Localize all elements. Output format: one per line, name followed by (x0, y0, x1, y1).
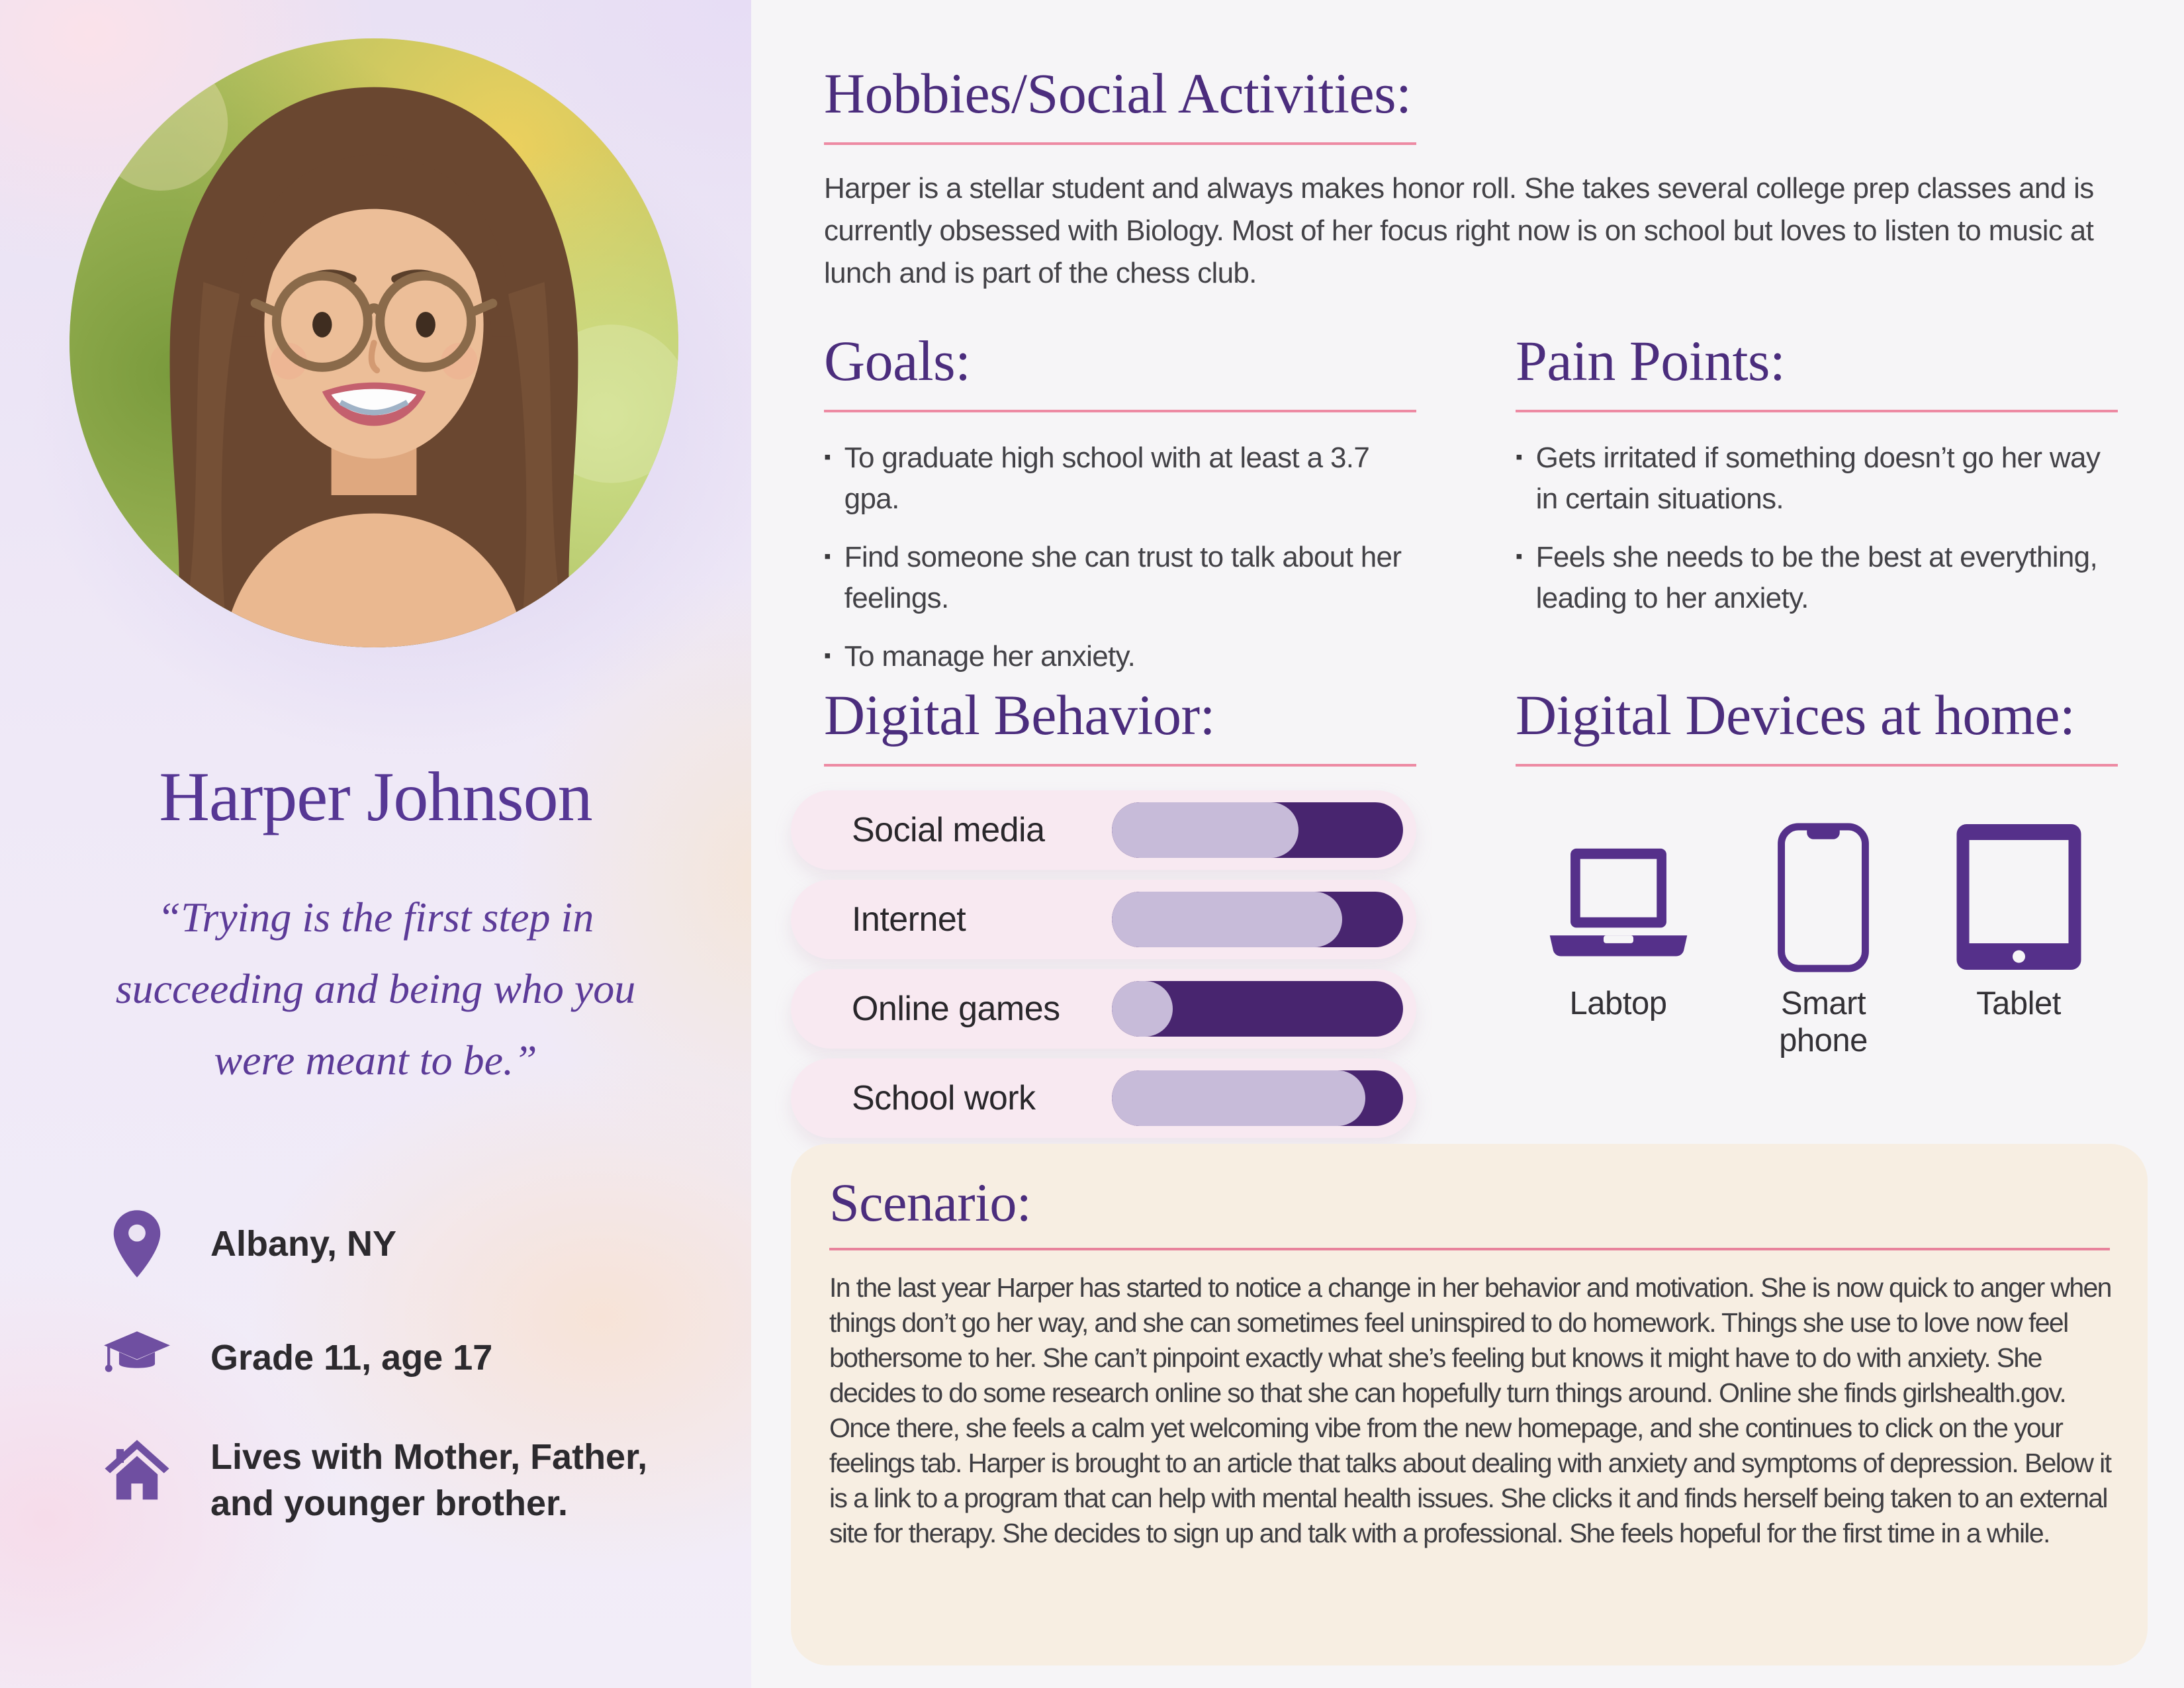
device-tablet (1939, 814, 2098, 1022)
tablet-icon (1939, 814, 2098, 973)
info-item-label: Albany, NY (210, 1224, 397, 1264)
main-content (751, 0, 2184, 1688)
bullet-marker: ▪ (824, 645, 831, 667)
sidebar (0, 0, 751, 1688)
behavior-bar-fill (1112, 892, 1342, 947)
section-title: Pain Points: (1516, 329, 1786, 393)
info-item-grade (101, 1324, 703, 1391)
behavior-bar-track (1112, 802, 1403, 858)
persona-photo (69, 38, 678, 647)
behavior-label: Online games (852, 990, 1060, 1029)
behavior-bar-track (1112, 981, 1403, 1037)
behavior-label: School work (852, 1079, 1036, 1118)
smartphone-icon (1744, 814, 1903, 973)
section-hobbies (824, 64, 2121, 295)
device-label: Tablet (1976, 986, 2061, 1022)
section-goals (824, 331, 1416, 677)
bullet-marker: ▪ (824, 446, 831, 469)
goals-list (824, 438, 1416, 677)
behavior-bar-track (1112, 892, 1403, 947)
section-digital-behavior (791, 685, 1416, 1148)
heading-underline (829, 1248, 2110, 1250)
laptop-icon (1529, 814, 1707, 973)
section-title: Goals: (824, 329, 971, 393)
device-label: Smart phone (1779, 986, 1868, 1059)
heading-underline (824, 410, 1416, 412)
person-quote: “Trying is the first step in succeeding and being who you were meant to be.” (115, 894, 636, 1084)
info-item-label: Grade 11, age 17 (210, 1338, 493, 1378)
section-title: Digital Devices at home: (1516, 683, 2075, 747)
device-smartphone (1744, 814, 1903, 1059)
hobbies-body: Harper is a stellar student and always makes honor roll. She takes several college prep classes and is currently obsessed with Biology. Most of her focus right now is on school but loves to listen to music at lunch and is part of the chess club. (824, 172, 2094, 290)
section-title: Hobbies/Social Activities: (824, 62, 1412, 125)
heading-underline (1516, 410, 2118, 412)
device-label: Labtop (1569, 986, 1667, 1022)
info-item-label: Lives with Mother, Father, and younger brother. (210, 1437, 648, 1523)
list-item: ▪ Gets irritated if something doesn’t go her way in certain situations. (1516, 438, 2118, 520)
behavior-row (791, 790, 1416, 870)
behavior-bars (791, 790, 1416, 1138)
scenario-card (791, 1144, 2148, 1665)
pain-points-list (1516, 438, 2118, 619)
heading-underline (1516, 764, 2118, 767)
behavior-row (791, 1058, 1416, 1138)
info-list (101, 1206, 703, 1526)
section-title: Digital Behavior: (824, 683, 1215, 747)
behavior-row (791, 969, 1416, 1049)
person-name: Harper Johnson (159, 758, 592, 835)
info-item-household (101, 1434, 703, 1526)
portrait-illustration (69, 38, 678, 647)
behavior-label: Social media (852, 811, 1045, 850)
house-icon (101, 1434, 173, 1504)
devices-row (1516, 814, 2121, 1059)
section-title: Scenario: (829, 1172, 1032, 1233)
behavior-bar-fill (1112, 1070, 1365, 1126)
behavior-row (791, 880, 1416, 959)
behavior-bar-fill (1112, 802, 1298, 858)
behavior-bar-track (1112, 1070, 1403, 1126)
list-item: ▪ Feels she needs to be the best at everything, leading to her anxiety. (1516, 537, 2118, 619)
heading-underline (824, 142, 1416, 145)
behavior-label: Internet (852, 900, 966, 939)
graduation-cap-icon (101, 1324, 173, 1391)
bullet-marker: ▪ (1516, 545, 1523, 568)
list-item: ▪ To manage her anxiety. (824, 636, 1416, 677)
heading-underline (824, 764, 1416, 767)
bullet-marker: ▪ (824, 545, 831, 568)
scenario-body: In the last year Harper has started to notice a change in her behavior and motivation. She is now quick to anger when things don’t go her way, and she can sometimes feel uninspired to do homework. Things she use to love now feel bothersome to her. She can’t pinpoint exactly what she’s feeling but knows it might have to do with anxiety. She decides to do some research online so that she can hopefully turn things around. Online she finds girlshealth.gov. Once there, she feels a calm yet welcoming vibe from the new homepage, and she continues to click on the your feelings tab. Harper is brought to an article that talks about dealing with anxiety and symptoms of depression. Below it is a link to a program that can help with mental health issues. She clicks it and finds herself being taken to an external site for therapy. She decides to sign up and talk with a professional. She feels hopeful for the first time in a while. (829, 1272, 2111, 1548)
list-item: ▪ Find someone she can trust to talk about her feelings. (824, 537, 1416, 619)
section-digital-devices (1516, 683, 2121, 1059)
location-pin-icon (101, 1206, 173, 1282)
section-pain-points (1516, 331, 2118, 619)
device-laptop (1529, 814, 1707, 1022)
bullet-marker: ▪ (1516, 446, 1523, 469)
info-item-location (101, 1206, 703, 1282)
list-item: ▪ To graduate high school with at least a 3.7 gpa. (824, 438, 1416, 520)
behavior-bar-fill (1112, 981, 1173, 1037)
